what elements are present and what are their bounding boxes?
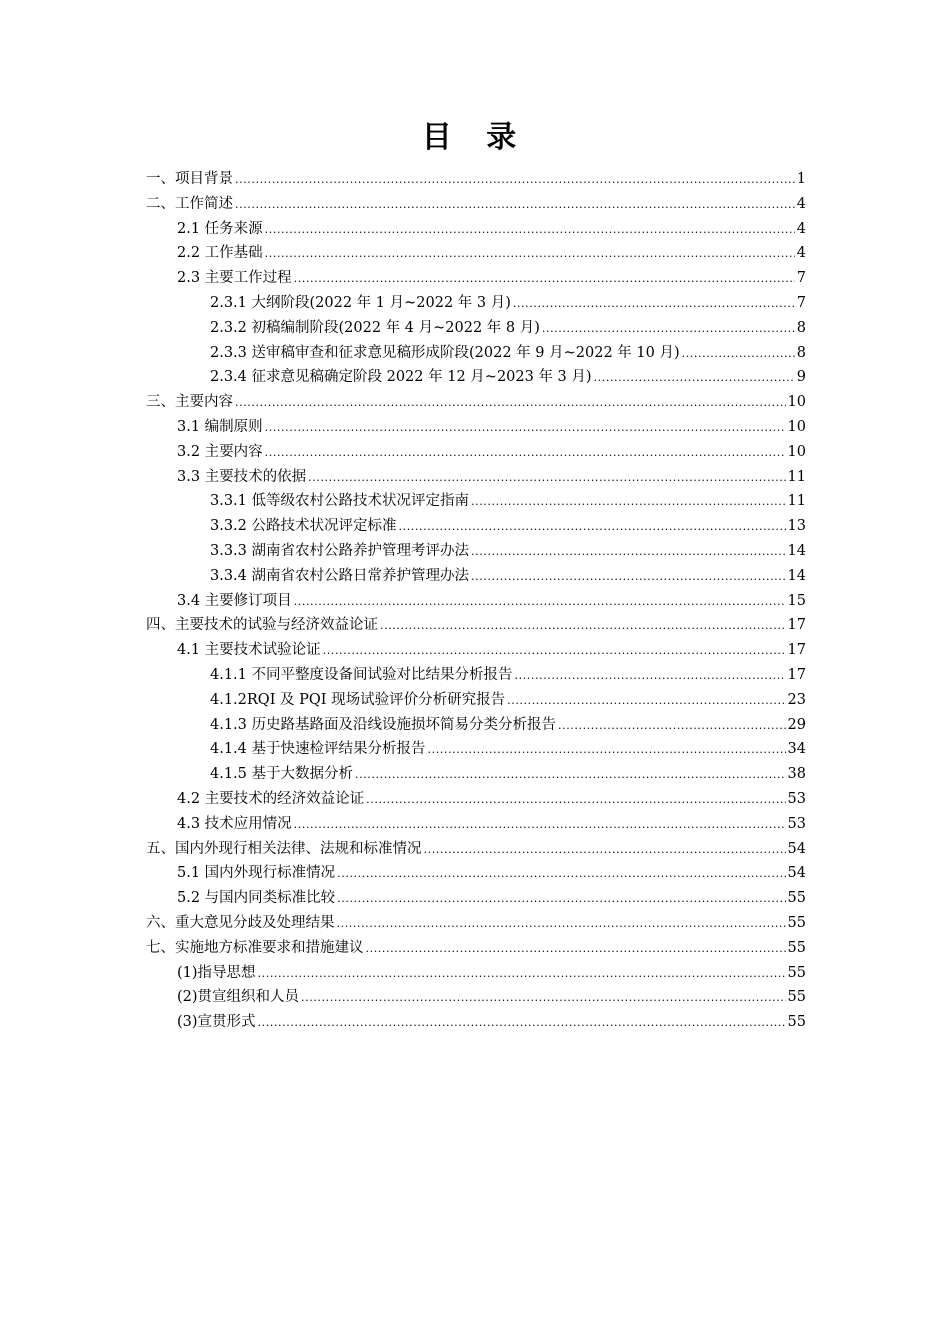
toc-entry[interactable] — [146, 514, 806, 539]
toc-entry-label: 4.1.1 不同平整度设备间试验对比结果分析报告 — [210, 666, 513, 683]
toc-leader-dots — [428, 738, 786, 763]
toc-entry-page-number: 15 — [787, 592, 806, 609]
toc-entry-page-number: 23 — [787, 691, 806, 708]
toc-leader-dots — [399, 515, 786, 540]
toc-entry-label: 3.3.3 湖南省农村公路养护管理考评办法 — [210, 542, 470, 559]
toc-entry-label: 五、国内外现行相关法律、法规和标准情况 — [146, 840, 422, 857]
toc-entry-page-number: 55 — [787, 964, 806, 981]
toc-entry-label: 2.3.2 初稿编制阶段(2022 年 4 月~2022 年 8 月) — [210, 319, 540, 336]
toc-entry-page-number: 55 — [787, 939, 806, 956]
toc-entry[interactable] — [146, 365, 806, 390]
toc-entry[interactable] — [146, 886, 806, 911]
toc-leader-dots — [323, 639, 786, 664]
toc-entry-label: 2.3 主要工作过程 — [177, 270, 292, 287]
toc-entry-page-number: 7 — [796, 294, 806, 311]
toc-entry-label: 2.1 任务来源 — [177, 220, 263, 237]
toc-entry-page-number: 8 — [796, 319, 806, 336]
toc-leader-dots — [515, 664, 786, 689]
toc-leader-dots — [355, 763, 786, 788]
toc-leader-dots — [542, 317, 795, 342]
toc-entry-label: 3.3.4 湖南省农村公路日常养护管理办法 — [210, 567, 470, 584]
toc-entry[interactable] — [146, 638, 806, 663]
toc-entry[interactable] — [146, 787, 806, 812]
toc-entry[interactable] — [146, 489, 806, 514]
toc-entry[interactable] — [146, 316, 806, 341]
toc-entry-page-number: 55 — [787, 1014, 806, 1031]
toc-leader-dots — [235, 168, 795, 193]
toc-entry-page-number: 17 — [787, 642, 806, 659]
toc-leader-dots — [337, 887, 785, 912]
toc-entry-page-number: 4 — [796, 220, 806, 237]
toc-leader-dots — [294, 267, 795, 292]
toc-entry[interactable] — [146, 613, 806, 638]
toc-leader-dots — [294, 590, 786, 615]
toc-entry[interactable] — [146, 688, 806, 713]
toc-leader-dots — [308, 466, 785, 491]
toc-entry-page-number: 17 — [787, 617, 806, 634]
toc-entry-label: 4.2 主要技术的经济效益论证 — [177, 790, 365, 807]
toc-entry[interactable] — [146, 241, 806, 266]
toc-entry[interactable] — [146, 564, 806, 589]
toc-leader-dots — [380, 614, 786, 639]
toc-leader-dots — [471, 565, 786, 590]
toc-leader-dots — [258, 1011, 786, 1036]
toc-entry[interactable] — [146, 440, 806, 465]
toc-entry-page-number: 53 — [787, 790, 806, 807]
toc-entry[interactable] — [146, 936, 806, 961]
toc-leader-dots — [471, 540, 786, 565]
toc-entry-page-number: 1 — [796, 171, 806, 187]
toc-entry-page-number: 14 — [787, 567, 806, 584]
toc-leader-dots — [265, 218, 795, 243]
toc-leader-dots — [594, 366, 795, 391]
toc-leader-dots — [294, 813, 786, 838]
toc-entry-label: 2.2 工作基础 — [177, 245, 263, 262]
toc-leader-dots — [471, 490, 786, 515]
toc-entry-label: 4.1 主要技术试验论证 — [177, 642, 321, 659]
toc-leader-dots — [366, 937, 786, 962]
toc-entry-page-number: 8 — [796, 344, 806, 361]
toc-entry[interactable] — [146, 985, 806, 1010]
toc-entry-label: 七、实施地方标准要求和措施建议 — [146, 939, 364, 956]
toc-leader-dots — [265, 242, 795, 267]
toc-leader-dots — [507, 689, 785, 714]
toc-entry-label: 4.1.5 基于大数据分析 — [210, 766, 354, 783]
toc-entry[interactable] — [146, 911, 806, 936]
toc-entry-page-number: 55 — [787, 989, 806, 1006]
toc-entry[interactable] — [146, 341, 806, 366]
toc-entry[interactable] — [146, 837, 806, 862]
toc-leader-dots — [337, 862, 785, 887]
toc-entry-page-number: 55 — [787, 890, 806, 907]
toc-entry-page-number: 4 — [796, 195, 806, 212]
toc-entry[interactable] — [146, 663, 806, 688]
toc-entry-page-number: 54 — [787, 840, 806, 857]
toc-entry-label: 5.1 国内外现行标准情况 — [177, 865, 336, 882]
toc-entry-label: (3)宣贯形式 — [177, 1014, 256, 1031]
toc-leader-dots — [366, 788, 785, 813]
toc-leader-dots — [301, 986, 786, 1011]
toc-leader-dots — [682, 342, 795, 367]
page-title: 目 录 — [421, 120, 529, 155]
toc-entry-label: 二、工作简述 — [146, 195, 233, 212]
toc-entry-page-number: 11 — [787, 468, 806, 485]
toc-entry-label: 3.3.1 低等级农村公路技术状况评定指南 — [210, 493, 470, 510]
toc-entry[interactable] — [146, 217, 806, 242]
toc-entry[interactable] — [146, 762, 806, 787]
toc-leader-dots — [258, 962, 786, 987]
toc-entry-label: (2)贯宣组织和人员 — [177, 989, 300, 1006]
toc-leader-dots — [424, 838, 786, 863]
toc-entry-page-number: 17 — [787, 666, 806, 683]
toc-entry-label: (1)指导思想 — [177, 964, 256, 981]
toc-entry[interactable] — [146, 266, 806, 291]
toc-entry[interactable] — [146, 589, 806, 614]
toc-entry[interactable] — [146, 812, 806, 837]
table-of-contents — [146, 167, 806, 1035]
toc-leader-dots — [513, 292, 795, 317]
toc-entry-page-number: 10 — [787, 443, 806, 460]
toc-entry-label: 5.2 与国内同类标准比较 — [177, 890, 336, 907]
toc-entry-label: 2.3.4 征求意见稿确定阶段 2022 年 12 月~2023 年 3 月) — [210, 369, 592, 386]
toc-entry-page-number: 7 — [796, 270, 806, 287]
toc-entry-label: 3.4 主要修订项目 — [177, 592, 292, 609]
toc-entry[interactable] — [146, 713, 806, 738]
toc-entry-page-number: 13 — [787, 518, 806, 535]
toc-entry-page-number: 14 — [787, 542, 806, 559]
toc-entry[interactable] — [146, 192, 806, 217]
toc-entry-label: 一、项目背景 — [146, 171, 233, 187]
toc-entry[interactable] — [146, 390, 806, 415]
toc-entry-label: 2.3.1 大纲阶段(2022 年 1 月~2022 年 3 月) — [210, 294, 511, 311]
toc-leader-dots — [265, 416, 786, 441]
toc-leader-dots — [265, 441, 786, 466]
toc-entry[interactable] — [146, 1010, 806, 1035]
toc-entry-page-number: 38 — [787, 766, 806, 783]
toc-entry[interactable] — [146, 167, 806, 192]
toc-entry-label: 3.3.2 公路技术状况评定标准 — [210, 518, 397, 535]
toc-leader-dots — [235, 391, 786, 416]
toc-entry[interactable] — [146, 737, 806, 762]
toc-entry-page-number: 29 — [787, 716, 806, 733]
toc-entry-page-number: 54 — [787, 865, 806, 882]
toc-entry[interactable] — [146, 465, 806, 490]
toc-entry-page-number: 11 — [787, 493, 806, 510]
toc-entry-label: 六、重大意见分歧及处理结果 — [146, 914, 335, 931]
toc-entry-label: 四、主要技术的试验与经济效益论证 — [146, 617, 378, 634]
toc-leader-dots — [558, 714, 786, 739]
toc-entry[interactable] — [146, 961, 806, 986]
toc-entry[interactable] — [146, 861, 806, 886]
toc-entry-label: 3.3 主要技术的依据 — [177, 468, 307, 485]
toc-entry-page-number: 9 — [796, 369, 806, 386]
toc-entry-page-number: 10 — [787, 394, 806, 411]
toc-entry-label: 4.1.4 基于快速检评结果分析报告 — [210, 741, 426, 758]
toc-entry-label: 4.1.3 历史路基路面及沿线设施损坏简易分类分析报告 — [210, 716, 557, 733]
toc-leader-dots — [337, 912, 786, 937]
toc-entry-label: 4.3 技术应用情况 — [177, 815, 292, 832]
toc-entry-label: 3.1 编制原则 — [177, 418, 263, 435]
toc-leader-dots — [235, 193, 795, 218]
toc-entry-page-number: 55 — [787, 914, 806, 931]
toc-entry-page-number: 53 — [787, 815, 806, 832]
toc-entry-label: 4.1.2RQI 及 PQI 现场试验评价分析研究报告 — [210, 691, 506, 708]
toc-entry-label: 2.3.3 送审稿审查和征求意见稿形成阶段(2022 年 9 月~2022 年 10 月) — [210, 344, 680, 361]
toc-entry-label: 3.2 主要内容 — [177, 443, 263, 460]
toc-entry-label: 三、主要内容 — [146, 394, 233, 411]
toc-entry-page-number: 34 — [787, 741, 806, 758]
toc-entry[interactable] — [146, 291, 806, 316]
toc-entry[interactable] — [146, 539, 806, 564]
toc-entry-page-number: 4 — [796, 245, 806, 262]
toc-entry-page-number: 10 — [787, 418, 806, 435]
toc-entry[interactable] — [146, 415, 806, 440]
